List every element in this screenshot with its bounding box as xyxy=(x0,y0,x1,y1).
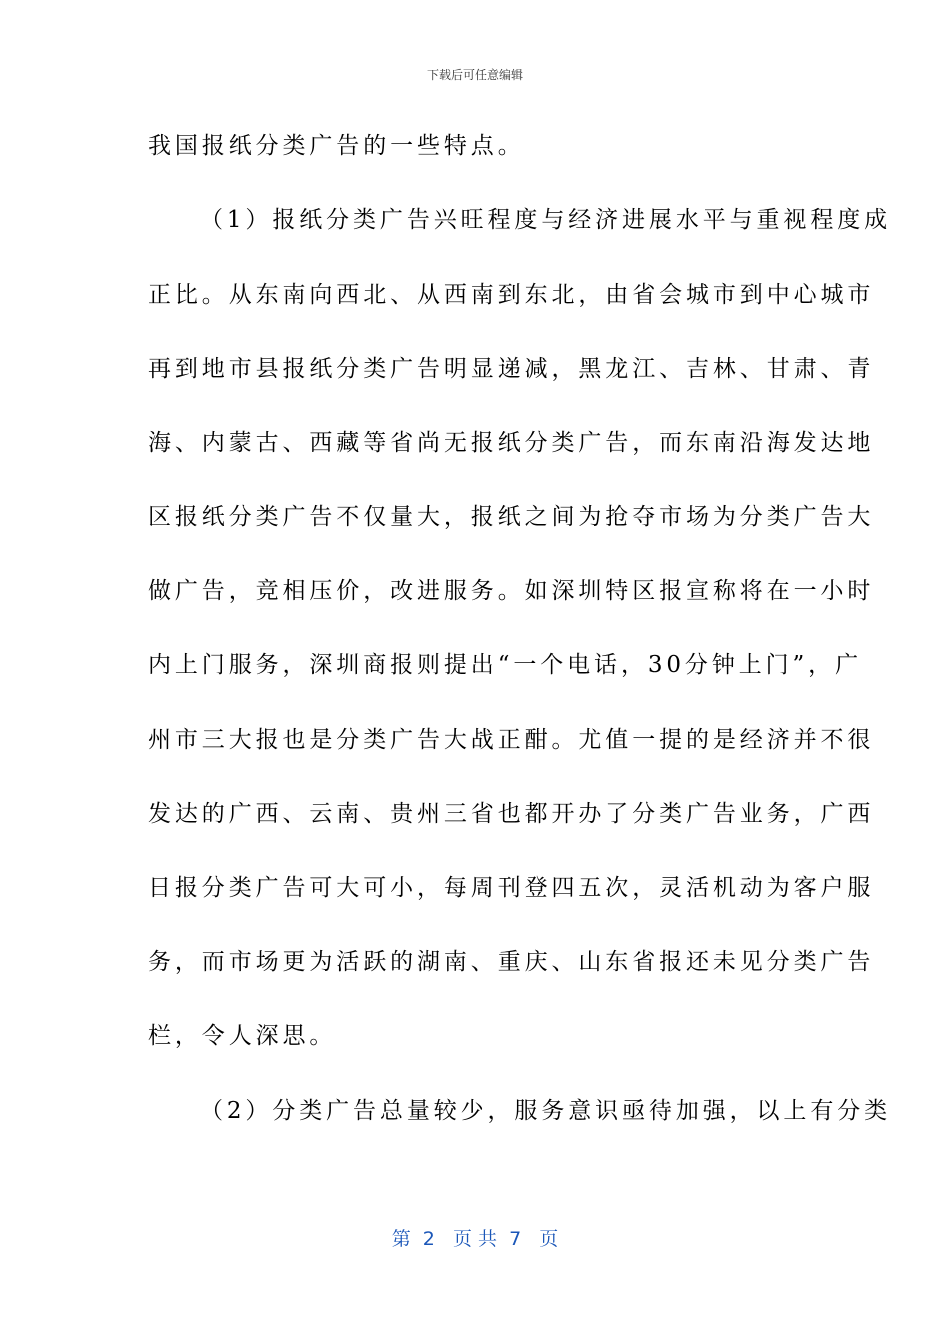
text-line: 区报纸分类广告不仅量大，报纸之间为抢夺市场为分类广告大 xyxy=(148,504,875,530)
text-line: 做广告，竞相压价，改进服务。如深圳特区报宣称将在一小时 xyxy=(148,578,875,604)
page-number-footer: 第 2 页 共 7 页 xyxy=(391,1228,559,1250)
text-line: 务，而市场更为活跃的湖南、重庆、山东省报还未见分类广告 xyxy=(148,949,875,975)
paragraph-2-first-line: （2）分类广告总量较少，服务意识亟待加强，以上有分类 xyxy=(200,1098,892,1124)
text-line: 海、内蒙古、西藏等省尚无报纸分类广告，而东南沿海发达地 xyxy=(148,430,875,456)
text-line: 内上门服务，深圳商报则提出“一个电话，30分钟上门”，广 xyxy=(148,652,862,678)
paragraph-1-first-line: （1）报纸分类广告兴旺程度与经济进展水平与重视程度成 xyxy=(200,207,892,233)
text-line: 我国报纸分类广告的一些特点。 xyxy=(148,133,525,159)
text-line: 再到地市县报纸分类广告明显递减，黑龙江、吉林、甘肃、青 xyxy=(148,356,875,382)
text-line: 州市三大报也是分类广告大战正酣。尤值一提的是经济并不很 xyxy=(148,727,875,753)
text-line: 发达的广西、云南、贵州三省也都开办了分类广告业务，广西 xyxy=(148,801,875,827)
text-line: 正比。从东南向西北、从西南到东北，由省会城市到中心城市 xyxy=(148,282,875,308)
text-line: 日报分类广告可大可小，每周刊登四五次，灵活机动为客户服 xyxy=(148,875,875,901)
text-line: 栏，令人深思。 xyxy=(148,1023,337,1049)
page-header-note: 下载后可任意编辑 xyxy=(426,68,523,82)
